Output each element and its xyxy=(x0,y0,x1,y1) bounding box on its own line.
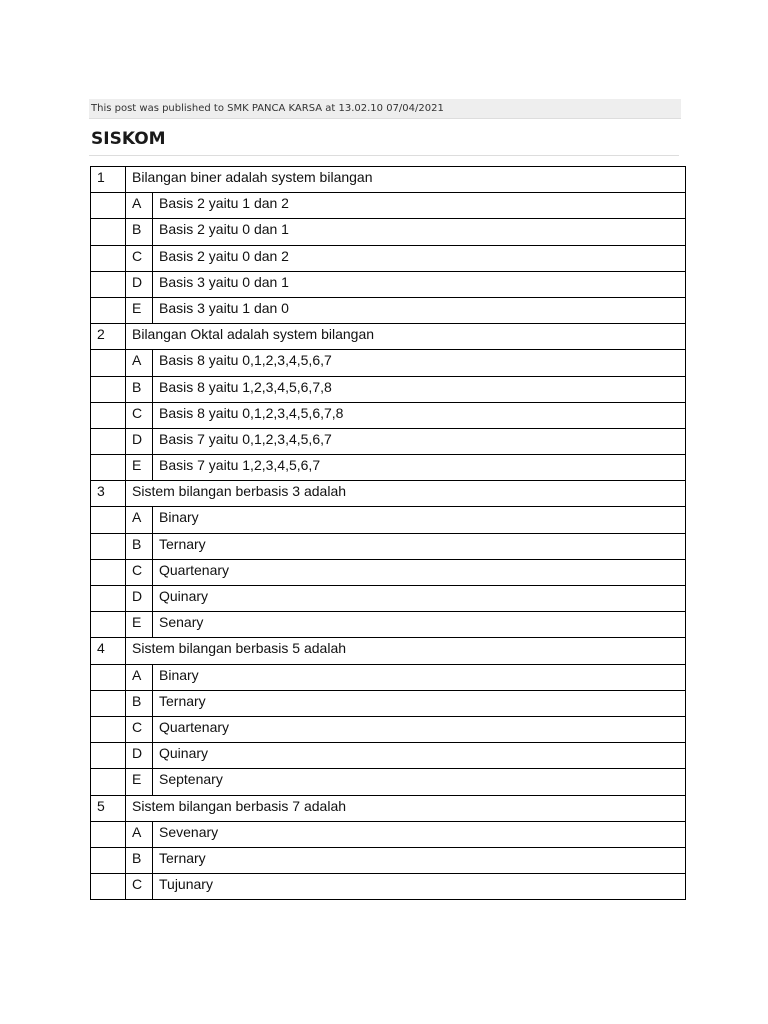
option-letter: D xyxy=(126,428,153,454)
option-letter: E xyxy=(126,455,153,481)
option-text: Basis 8 yaitu 0,1,2,3,4,5,6,7,8 xyxy=(153,402,686,428)
option-spacer-cell xyxy=(91,743,126,769)
option-letter: D xyxy=(126,271,153,297)
option-spacer-cell xyxy=(91,402,126,428)
option-spacer-cell xyxy=(91,533,126,559)
option-spacer-cell xyxy=(91,586,126,612)
option-row xyxy=(91,769,686,795)
option-row xyxy=(91,297,686,323)
option-letter: E xyxy=(126,297,153,323)
option-spacer-cell xyxy=(91,297,126,323)
option-row xyxy=(91,193,686,219)
option-row xyxy=(91,455,686,481)
option-text: Basis 2 yaitu 1 dan 2 xyxy=(153,193,686,219)
option-letter: A xyxy=(126,664,153,690)
option-text: Basis 8 yaitu 0,1,2,3,4,5,6,7 xyxy=(153,350,686,376)
question-number: 3 xyxy=(91,481,126,507)
option-text: Ternary xyxy=(153,690,686,716)
option-text: Basis 2 yaitu 0 dan 1 xyxy=(153,219,686,245)
option-letter: B xyxy=(126,690,153,716)
option-text: Basis 8 yaitu 1,2,3,4,5,6,7,8 xyxy=(153,376,686,402)
option-row xyxy=(91,507,686,533)
option-row xyxy=(91,874,686,900)
option-letter: D xyxy=(126,743,153,769)
option-spacer-cell xyxy=(91,874,126,900)
option-text: Ternary xyxy=(153,847,686,873)
option-letter: A xyxy=(126,193,153,219)
option-text: Sevenary xyxy=(153,821,686,847)
quiz-table xyxy=(90,166,686,900)
option-spacer-cell xyxy=(91,716,126,742)
option-letter: B xyxy=(126,376,153,402)
option-spacer-cell xyxy=(91,219,126,245)
question-row xyxy=(91,638,686,664)
option-letter: B xyxy=(126,533,153,559)
option-spacer-cell xyxy=(91,769,126,795)
option-row xyxy=(91,586,686,612)
question-row xyxy=(91,324,686,350)
option-spacer-cell xyxy=(91,193,126,219)
option-spacer-cell xyxy=(91,690,126,716)
option-letter: C xyxy=(126,874,153,900)
option-spacer-cell xyxy=(91,428,126,454)
option-letter: C xyxy=(126,245,153,271)
option-letter: C xyxy=(126,559,153,585)
option-letter: D xyxy=(126,586,153,612)
option-row xyxy=(91,559,686,585)
option-letter: C xyxy=(126,716,153,742)
question-text: Bilangan biner adalah system bilangan xyxy=(126,167,686,193)
question-row xyxy=(91,481,686,507)
option-text: Quartenary xyxy=(153,716,686,742)
option-text: Basis 2 yaitu 0 dan 2 xyxy=(153,245,686,271)
option-spacer-cell xyxy=(91,821,126,847)
option-row xyxy=(91,743,686,769)
question-text: Bilangan Oktal adalah system bilangan xyxy=(126,324,686,350)
option-letter: A xyxy=(126,350,153,376)
option-letter: A xyxy=(126,821,153,847)
option-row xyxy=(91,245,686,271)
question-number: 2 xyxy=(91,324,126,350)
option-row xyxy=(91,350,686,376)
option-row xyxy=(91,428,686,454)
option-row xyxy=(91,219,686,245)
option-spacer-cell xyxy=(91,559,126,585)
option-row xyxy=(91,271,686,297)
option-letter: E xyxy=(126,612,153,638)
option-spacer-cell xyxy=(91,664,126,690)
publish-notice: This post was published to SMK PANCA KARSA at 13.02.10 07/04/2021 xyxy=(89,99,681,119)
option-text: Basis 3 yaitu 1 dan 0 xyxy=(153,297,686,323)
option-text: Ternary xyxy=(153,533,686,559)
question-row xyxy=(91,167,686,193)
option-row xyxy=(91,716,686,742)
question-text: Sistem bilangan berbasis 5 adalah xyxy=(126,638,686,664)
title-divider xyxy=(89,155,679,156)
option-spacer-cell xyxy=(91,376,126,402)
question-number: 4 xyxy=(91,638,126,664)
option-text: Tujunary xyxy=(153,874,686,900)
question-text: Sistem bilangan berbasis 3 adalah xyxy=(126,481,686,507)
option-text: Basis 7 yaitu 1,2,3,4,5,6,7 xyxy=(153,455,686,481)
option-row xyxy=(91,664,686,690)
option-row xyxy=(91,533,686,559)
option-letter: E xyxy=(126,769,153,795)
page-title: SISKOM xyxy=(91,129,166,149)
option-row xyxy=(91,690,686,716)
question-row xyxy=(91,795,686,821)
option-text: Quinary xyxy=(153,743,686,769)
option-spacer-cell xyxy=(91,847,126,873)
option-spacer-cell xyxy=(91,350,126,376)
question-text: Sistem bilangan berbasis 7 adalah xyxy=(126,795,686,821)
option-letter: B xyxy=(126,219,153,245)
option-spacer-cell xyxy=(91,612,126,638)
option-text: Binary xyxy=(153,507,686,533)
option-row xyxy=(91,612,686,638)
option-text: Septenary xyxy=(153,769,686,795)
option-row xyxy=(91,847,686,873)
option-letter: C xyxy=(126,402,153,428)
option-text: Basis 7 yaitu 0,1,2,3,4,5,6,7 xyxy=(153,428,686,454)
quiz-table-body xyxy=(91,167,686,900)
option-spacer-cell xyxy=(91,271,126,297)
option-letter: A xyxy=(126,507,153,533)
option-row xyxy=(91,376,686,402)
option-row xyxy=(91,402,686,428)
option-text: Basis 3 yaitu 0 dan 1 xyxy=(153,271,686,297)
question-number: 5 xyxy=(91,795,126,821)
option-text: Quartenary xyxy=(153,559,686,585)
option-spacer-cell xyxy=(91,507,126,533)
option-letter: B xyxy=(126,847,153,873)
option-spacer-cell xyxy=(91,245,126,271)
option-row xyxy=(91,821,686,847)
option-text: Senary xyxy=(153,612,686,638)
question-number: 1 xyxy=(91,167,126,193)
option-text: Binary xyxy=(153,664,686,690)
option-text: Quinary xyxy=(153,586,686,612)
option-spacer-cell xyxy=(91,455,126,481)
